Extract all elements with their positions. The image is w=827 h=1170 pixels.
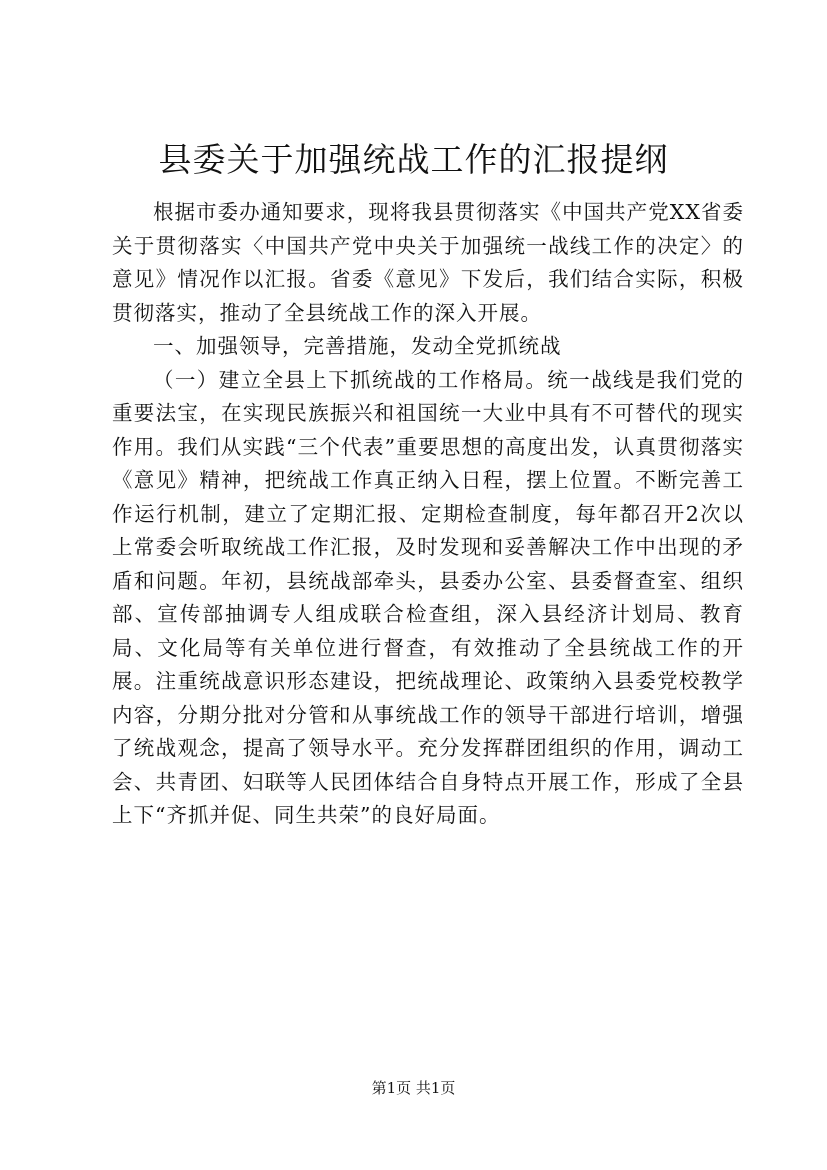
page-footer: 第1页 共1页 [371,1079,456,1097]
body-paragraph: （一）建立全县上下抓统战的工作格局。统一战线是我们党的重要法宝，在实现民族振兴和祖国统一大业中具有不可替代的现实作用。我们从实践“三个代表”重要思想的高度出发，认真贯彻落实《意见》精神，把统战工作真正纳入日程，摆上位置。不断完善工作运行机制，建立了定期汇报、定期检查制度，每年都召开2次以上常委会听取统战工作汇报，及时发现和妥善解决工作中出现的矛盾和问题。年初，县统战部牵头，县委办公室、县委督查室、组织部、宣传部抽调专人组成联合检查组，深入县经济计划局、教育局、文化局等有关单位进行督查，有效推动了全县统战工作的开展。注重统战意识形态建设，把统战理论、政策纳入县委党校教学内容，分期分批对分管和从事统战工作的领导干部进行培训，增强了统战观念，提高了领导水平。充分发挥群团组织的作用，调动工会、共青团、妇联等人民团体结合自身特点开展工作，形成了全县上下“齐抓并促、同生共荣”的良好局面。 [112,367,744,827]
section-heading: 一、加强领导，完善措施，发动全党抓统战 [153,334,562,358]
document-title: 县委关于加强统战工作的汇报提纲 [158,140,669,179]
intro-paragraph: 根据市委办通知要求，现将我县贯彻落实《中国共产党XX省委关于贯彻落实〈中国共产党中央关于加强统一战线工作的决定〉的意见》情况作以汇报。省委《意见》下发后，我们结合实际，积极贯彻落实，推动了全县统战工作的深入开展。 [112,200,744,325]
document-body [112,196,744,833]
